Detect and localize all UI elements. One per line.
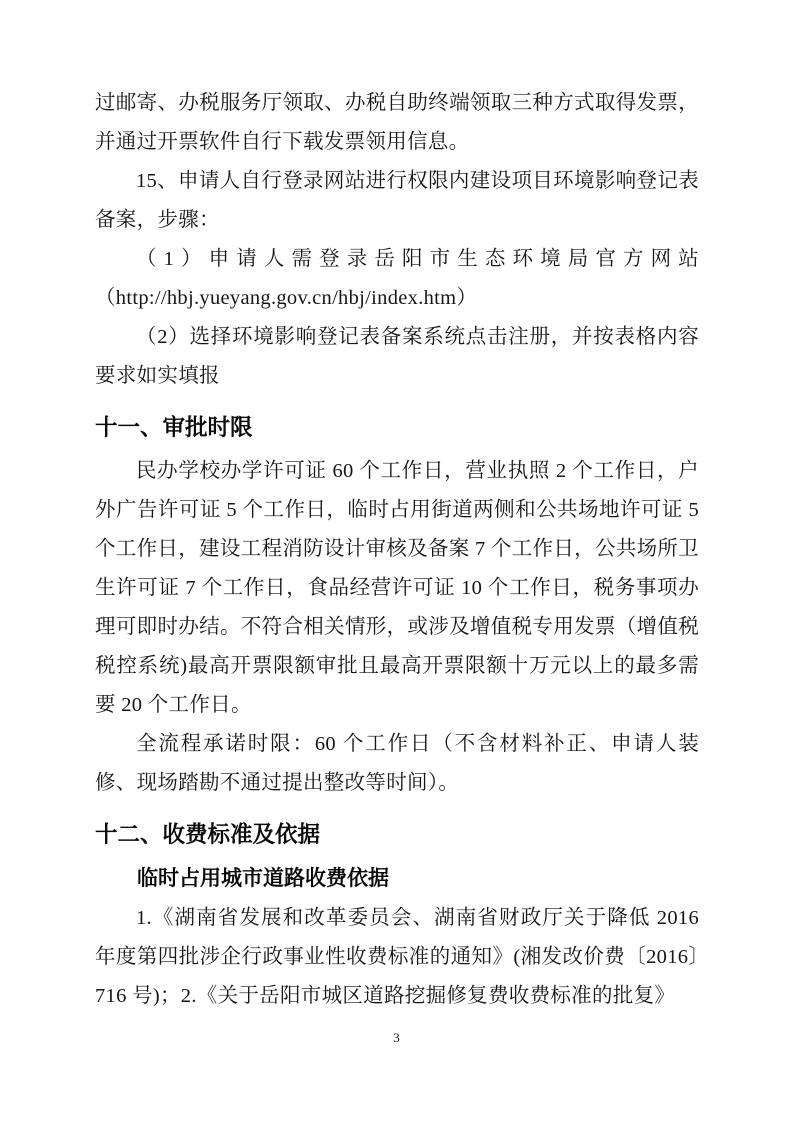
paragraph-invoice-methods: 过邮寄、办税服务厅领取、办税自助终端领取三种方式取得发票，并通过开票软件自行下载发票领用信息。 xyxy=(95,92,699,153)
paragraph-step-1: （1）申请人需登录岳阳市生态环境局官方网站 xyxy=(136,248,699,270)
paragraph-promise-time-limit: 全流程承诺时限：60 个工作日（不含材料补正、申请人装修、现场踏勘不通过提出整改等时间）。 xyxy=(95,733,699,794)
page-number: 3 xyxy=(393,1030,400,1045)
subheading-road-occupation-fee: 临时占用城市道路收费依据 xyxy=(137,867,389,890)
paragraph-approval-time-limits: 民办学校办学许可证 60 个工作日，营业执照 2 个工作日，户外广告许可证 5 个工作日，临时占用街道两侧和公共场地许可证 5 个工作日，建设工程消防设计审核及备案 7 个工作日，公共场所卫生许可证 7 个工作日，食品经营许可证 10 个工作日，税务事项办理可即时办结。不符合相关情形，或涉及增值税专用发票（增值税税控系统)最高开票限额审批且最高开票限额十万元以上的最多需要 20 个工作日。 xyxy=(95,460,699,716)
heading-section-12: 十二、收费标准及依据 xyxy=(95,822,321,847)
paragraph-step-1-url: （http://hbj.yueyang.gov.cn/hbj/index.htm） xyxy=(95,287,478,309)
document-body xyxy=(95,84,699,1016)
paragraph-item-15: 15、申请人自行登录网站进行权限内建设项目环境影响登记表备案，步骤： xyxy=(95,170,699,231)
heading-section-11: 十一、审批时限 xyxy=(95,415,253,440)
paragraph-step-2: （2）选择环境影响登记表备案系统点击注册，并按表格内容要求如实填报 xyxy=(95,326,699,387)
paragraph-fee-basis: 1.《湖南省发展和改革委员会、湖南省财政厅关于降低 2016 年度第四批涉企行政事业性收费标准的通知》(湘发改价费〔2016〕716 号)；2.《关于岳阳市城区道路挖掘修复费收费标准的批复》 xyxy=(95,907,699,1007)
